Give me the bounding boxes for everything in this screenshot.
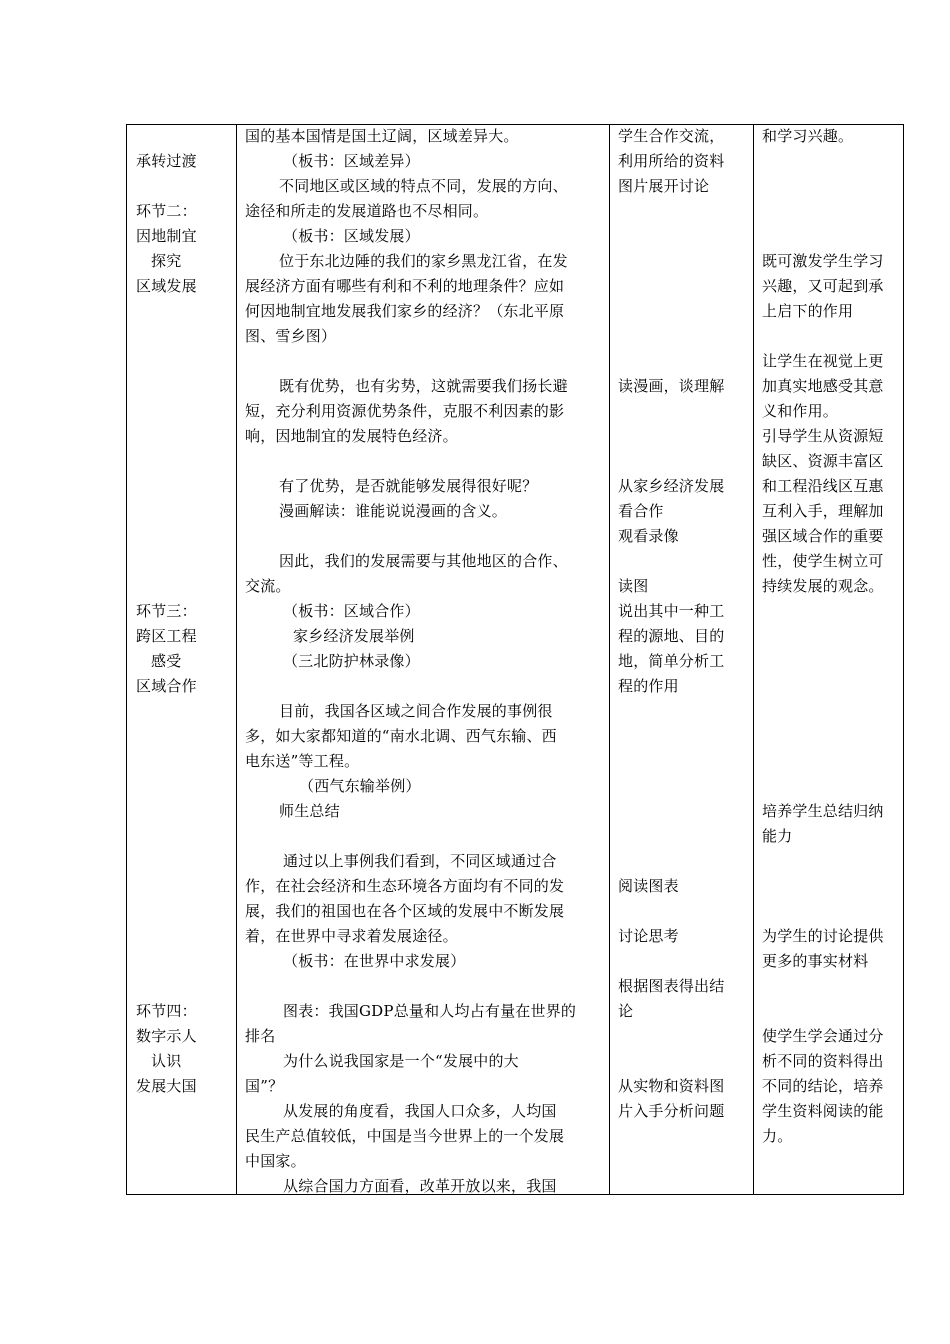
column-divider [609,125,610,1194]
col2-line: 展，我们的祖国也在各个区域的发展中不断发展 [245,902,565,920]
col4-line: 能力 [762,827,793,845]
column-divider [236,125,237,1194]
col1-line: 探究 [151,252,182,270]
col2-line: （西气东输举例） [299,777,421,795]
col4-line: 强区域合作的重要 [762,527,884,545]
col4-line: 更多的事实材料 [762,952,869,970]
col2-line: 为什么说我国家是一个“发展中的大 [283,1052,519,1070]
col2-line: 图、雪乡图） [245,327,337,345]
col3-line: 观看录像 [618,527,679,545]
col2-line: （板书：在世界中求发展） [283,952,466,970]
col3-line: 片入手分析问题 [618,1102,725,1120]
col4-line: 缺区、资源丰富区 [762,452,884,470]
col2-line: （板书：区域差异） [283,152,420,170]
col4-line: 性，使学生树立可 [762,552,884,570]
col1-line: 区域发展 [136,277,197,295]
col2-line: 着，在世界中寻求着发展途径。 [245,927,458,945]
col2-line: 通过以上事例我们看到，不同区域通过合 [283,852,557,870]
col4-line: 兴趣，又可起到承 [762,277,884,295]
col1-line: 环节二： [136,202,197,220]
col4-line: 和工程沿线区互惠 [762,477,884,495]
col1-line: 区域合作 [136,677,197,695]
col3-line: 图片展开讨论 [618,177,710,195]
col2-line: 民生产总值较低，中国是当今世界上的一个发展 [245,1127,565,1145]
col2-line: 位于东北边陲的我们的家乡黑龙江省，在发 [279,252,568,270]
col4-line: 培养学生总结归纳 [762,802,884,820]
col3-line: 从实物和资料图 [618,1077,725,1095]
col4-line: 上启下的作用 [762,302,854,320]
col4-line: 析不同的资料得出 [762,1052,884,1070]
col4-line: 既可激发学生学习 [762,252,884,270]
col2-line: 途径和所走的发展道路也不尽相同。 [245,202,489,220]
col3-line: 讨论思考 [618,927,679,945]
col2-line: 目前，我国各区域之间合作发展的事例很 [279,702,553,720]
col2-line: 作，在社会经济和生态环境各方面均有不同的发 [245,877,565,895]
col2-line: 何因地制宜地发展我们家乡的经济？（东北平原 [245,302,565,320]
col3-line: 说出其中一种工 [618,602,725,620]
col4-line: 和学习兴趣。 [762,127,854,145]
col4-line: 持续发展的观念。 [762,577,884,595]
col2-line: 家乡经济发展举例 [293,627,415,645]
col1-line: 承转过渡 [136,152,197,170]
col4-line: 学生资料阅读的能 [762,1102,884,1120]
col1-line: 认识 [151,1052,182,1070]
col1-line: 发展大国 [136,1077,197,1095]
col2-line: 中国家。 [245,1152,306,1170]
col2-line: （三北防护林录像） [283,652,420,670]
col2-line: 师生总结 [279,802,340,820]
col2-line: 响，因地制宜的发展特色经济。 [245,427,458,445]
col4-line: 让学生在视觉上更 [762,352,884,370]
col3-line: 阅读图表 [618,877,679,895]
col2-line: 短，充分利用资源优势条件，克服不利因素的影 [245,402,565,420]
col2-line: 交流。 [245,577,291,595]
col2-line: 电东送”等工程。 [245,752,360,770]
col2-line: 国的基本国情是国土辽阔，区域差异大。 [245,127,519,145]
col2-line: 展经济方面有哪些有利和不利的地理条件？应如 [245,277,565,295]
col2-line: 既有优势，也有劣势，这就需要我们扬长避 [279,377,568,395]
col1-line: 跨区工程 [136,627,197,645]
col1-line: 环节三： [136,602,197,620]
col1-line: 环节四： [136,1002,197,1020]
col2-line: 有了优势，是否就能够发展得很好呢？ [279,477,538,495]
col4-line: 力。 [762,1127,793,1145]
col3-line: 看合作 [618,502,664,520]
col2-line: 从发展的角度看，我国人口众多，人均国 [283,1102,557,1120]
col2-line: （板书：区域发展） [283,227,420,245]
col2-line: （板书：区域合作） [283,602,420,620]
col4-line: 使学生学会通过分 [762,1027,884,1045]
col2-line: 从综合国力方面看，改革开放以来，我国 [283,1177,557,1195]
col3-line: 从家乡经济发展 [618,477,725,495]
col4-line: 不同的结论，培养 [762,1077,884,1095]
col1-line: 数字示人 [136,1027,197,1045]
col2-line: 漫画解读：谁能说说漫画的含义。 [279,502,508,520]
col2-line: 国”？ [245,1077,284,1095]
column-divider [753,125,754,1194]
col2-line: 多，如大家都知道的“南水北调、西气东输、西 [245,727,557,745]
col3-line: 论 [618,1002,634,1020]
col4-line: 引导学生从资源短 [762,427,884,445]
col1-line: 因地制宜 [136,227,197,245]
col3-line: 读图 [618,577,649,595]
col3-line: 地，简单分析工 [618,652,725,670]
col2-line: 图表：我国GDP总量和人均占有量在世界的 [283,1002,577,1020]
col3-line: 程的作用 [618,677,679,695]
col2-line: 排名 [245,1027,276,1045]
col1-line: 感受 [151,652,182,670]
col2-line: 因此，我们的发展需要与其他地区的合作、 [279,552,568,570]
col4-line: 互利入手，理解加 [762,502,884,520]
col3-line: 程的源地、目的 [618,627,725,645]
col3-line: 学生合作交流， [618,127,725,145]
col2-line: 不同地区或区域的特点不同，发展的方向、 [279,177,568,195]
col3-line: 根据图表得出结 [618,977,725,995]
col4-line: 加真实地感受其意 [762,377,884,395]
col4-line: 为学生的讨论提供 [762,927,884,945]
col3-line: 读漫画，谈理解 [618,377,725,395]
col3-line: 利用所给的资料 [618,152,725,170]
col4-line: 义和作用。 [762,402,839,420]
